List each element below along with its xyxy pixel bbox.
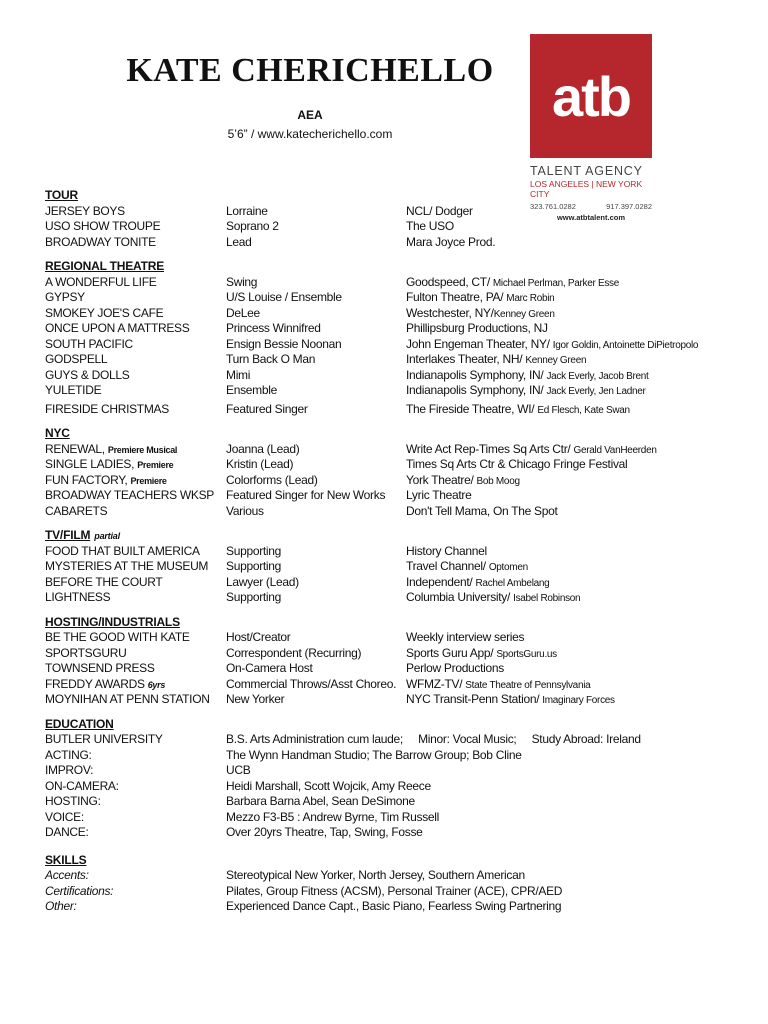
credit-venue-name: Westchester, NY/	[406, 305, 494, 320]
agency-phone-la: 323.761.0282	[530, 202, 576, 211]
skill-detail: Experienced Dance Capt., Basic Piano, Fearless Swing Partnering	[226, 899, 562, 913]
credit-venue: The USO	[406, 219, 454, 233]
credit-venue-name: Sports Guru App/	[406, 645, 494, 660]
credit-venue: History Channel	[406, 543, 487, 558]
credit-row	[45, 290, 745, 306]
credit-venue-name: Phillipsburg Productions, NJ	[406, 321, 548, 335]
section-title	[45, 528, 745, 544]
credit-venue	[406, 368, 649, 385]
credit-row	[45, 661, 745, 677]
education-label: VOICE:	[45, 809, 84, 824]
credit-title: MOYNIHAN AT PENN STATION	[45, 692, 210, 706]
skill-label: Other:	[45, 899, 77, 913]
credit-title: BEFORE THE COURT	[45, 574, 163, 589]
skill-label: Accents:	[45, 868, 89, 882]
education-detail: Mezzo F3-B5 : Andrew Byrne, Tim Russell	[226, 809, 440, 824]
credit-venue-name: NYC Transit-Penn Station/	[406, 692, 540, 706]
credit-row	[45, 383, 745, 399]
credit-role: Lawyer (Lead)	[226, 574, 299, 589]
skill-label: Certifications:	[45, 883, 114, 898]
education-row	[45, 763, 745, 779]
credit-title: GYPSY	[45, 290, 85, 304]
credit-title: MYSTERIES AT THE MUSEUM	[45, 559, 209, 573]
credit-director: SportsGuru.us	[496, 648, 557, 660]
credit-director: Ed Flesch, Kate Swan	[537, 404, 630, 416]
section-tv-film	[45, 528, 745, 606]
education-row	[45, 825, 745, 841]
education-detail: Heidi Marshall, Scott Wojcik, Amy Reece	[226, 778, 431, 793]
credit-row	[45, 337, 745, 353]
credit-role: Colorforms (Lead)	[226, 472, 318, 487]
agency-label: TALENT AGENCY	[530, 164, 643, 178]
credit-title: YULETIDE	[45, 383, 102, 397]
credit-director: Isabel Robinson	[513, 593, 581, 604]
credit-row	[45, 590, 745, 606]
credit-director: Kenney Green	[525, 355, 587, 366]
section-skills	[45, 853, 745, 915]
credit-title: GODSPELL	[45, 352, 108, 366]
credit-row	[45, 204, 745, 220]
credit-row	[45, 219, 745, 235]
section-title-text: TV/FILM	[45, 528, 91, 542]
credit-role: Supporting	[226, 590, 282, 604]
education-label: BUTLER UNIVERSITY	[45, 732, 163, 746]
section-title: EDUCATION	[45, 716, 114, 731]
credit-venue	[406, 306, 555, 323]
credit-row	[45, 677, 745, 693]
credit-venue-name: WFMZ-TV/	[406, 676, 463, 691]
education-row	[45, 779, 745, 795]
credit-role: Soprano 2	[226, 219, 279, 233]
skill-row	[45, 899, 745, 915]
credit-row	[45, 630, 745, 646]
credit-role: On-Camera Host	[226, 661, 313, 675]
education-label: DANCE:	[45, 825, 89, 839]
credit-role: Swing	[226, 274, 258, 289]
section-title: TOUR	[45, 188, 78, 202]
credit-row	[45, 692, 745, 708]
section-regional-theatre	[45, 259, 745, 417]
union-affiliation: AEA	[297, 108, 323, 122]
skill-row	[45, 868, 745, 884]
credit-title: SMOKEY JOE'S CAFE	[45, 305, 164, 320]
credit-venue-name: Travel Channel/	[406, 559, 486, 573]
credit-venue	[406, 677, 590, 694]
credit-title: BROADWAY TONITE	[45, 234, 156, 249]
credit-venue	[406, 646, 557, 663]
agency-cities: LOS ANGELES | NEW YORK CITY	[530, 179, 643, 199]
credit-role: Joanna (Lead)	[226, 441, 300, 456]
credit-venue-name: Interlakes Theater, NH/	[406, 352, 523, 366]
credit-role: Commercial Throws/Asst Choreo.	[226, 676, 397, 691]
skill-row	[45, 884, 745, 900]
credit-venue: NCL/ Dodger	[406, 203, 473, 218]
credit-director: Imaginary Forces	[542, 695, 615, 706]
credit-venue: Lyric Theatre	[406, 488, 472, 502]
credit-director: Igor Goldin, Antoinette DiPietropolo	[552, 339, 699, 351]
education-detail: Over 20yrs Theatre, Tap, Swing, Fosse	[226, 825, 423, 839]
credit-director: Jack Everly, Jen Ladner	[546, 386, 646, 397]
credit-title	[45, 677, 165, 694]
credit-row	[45, 575, 745, 591]
credit-role: Correspondent (Recurring)	[226, 645, 362, 660]
credit-venue	[406, 473, 520, 490]
credit-venue: Mara Joyce Prod.	[406, 234, 496, 249]
credit-role: Host/Creator	[226, 630, 291, 644]
credit-role: Mimi	[226, 367, 251, 382]
credit-director: Michael Perlman, Parker Esse	[492, 277, 619, 289]
education-detail: The Wynn Handman Studio; The Barrow Group; Bob Cline	[226, 747, 522, 762]
credit-venue	[406, 321, 548, 338]
credit-director: State Theatre of Pennsylvania	[465, 679, 591, 691]
credit-title: A WONDERFUL LIFE	[45, 274, 157, 289]
credit-venue-name: Goodspeed, CT/	[406, 274, 490, 289]
credit-director: Gerald VanHeerden	[573, 444, 657, 456]
section-education	[45, 717, 745, 841]
section-note: partial	[94, 531, 120, 541]
credit-row	[45, 473, 745, 489]
credit-title: CABARETS	[45, 503, 108, 518]
education-label: ACTING:	[45, 747, 92, 762]
credit-director: Rachel Ambelang	[475, 577, 550, 589]
agency-phone-ny: 917.397.0282	[606, 202, 652, 211]
credit-venue-name: John Engeman Theater, NY/	[406, 336, 550, 351]
credit-venue-name: Independent/	[406, 574, 473, 589]
section-tour	[45, 188, 745, 250]
education-detail: B.S. Arts Administration cum laude; Minor: Vocal Music; Study Abroad: Ireland	[226, 732, 641, 746]
credit-role: Supporting	[226, 543, 282, 558]
resume-body	[45, 188, 745, 924]
credit-show: SINGLE LADIES,	[45, 457, 135, 471]
credit-venue	[406, 383, 646, 400]
education-detail: UCB	[226, 763, 251, 777]
height-and-website: 5’6” / www.katecherichello.com	[227, 127, 393, 141]
credit-venue	[406, 575, 549, 592]
skill-detail: Stereotypical New Yorker, North Jersey, Southern American	[226, 868, 525, 882]
credit-role: Ensemble	[226, 383, 277, 397]
credit-venue	[406, 559, 528, 576]
credit-row	[45, 504, 745, 520]
education-row	[45, 732, 745, 748]
education-row	[45, 810, 745, 826]
credit-title: JERSEY BOYS	[45, 203, 125, 218]
credit-venue: Don't Tell Mama, On The Spot	[406, 503, 558, 518]
credit-show: FREDDY AWARDS	[45, 676, 145, 691]
credit-row	[45, 646, 745, 662]
credit-venue: Weekly interview series	[406, 630, 525, 644]
credit-title: BROADWAY TEACHERS WKSP	[45, 488, 214, 502]
credit-role: Featured Singer for New Works	[226, 488, 386, 502]
skill-detail: Pilates, Group Fitness (ACSM), Personal Trainer (ACE), CPR/AED	[226, 883, 563, 898]
section-title: HOSTING/INDUSTRIALS	[45, 614, 180, 629]
credit-row	[45, 559, 745, 575]
credit-venue	[406, 352, 586, 369]
credit-show: FUN FACTORY,	[45, 472, 128, 487]
credit-role: U/S Louise / Ensemble	[226, 290, 342, 304]
credit-venue	[406, 692, 615, 709]
credit-row	[45, 275, 745, 291]
credit-title: LIGHTNESS	[45, 590, 111, 604]
credit-title: GUYS & DOLLS	[45, 367, 130, 382]
credit-role: Lorraine	[226, 203, 268, 218]
credit-venue-name: Columbia University/	[406, 590, 511, 604]
education-row	[45, 794, 745, 810]
credit-director: Bob Moog	[476, 475, 520, 487]
credit-title: SOUTH PACIFIC	[45, 336, 133, 351]
credit-role: Featured Singer	[226, 401, 308, 416]
credit-venue	[406, 402, 630, 419]
credit-note: 6yrs	[147, 679, 166, 690]
credit-note: Premiere Musical	[107, 444, 178, 455]
credit-venue	[406, 590, 580, 607]
credit-title: FOOD THAT BUILT AMERICA	[45, 543, 200, 558]
education-label: ON-CAMERA:	[45, 778, 119, 793]
credit-venue-name: Write Act Rep-Times Sq Arts Ctr/	[406, 441, 571, 456]
education-label: HOSTING:	[45, 794, 101, 808]
credit-venue	[406, 337, 698, 354]
credit-venue	[406, 275, 619, 292]
section-title: REGIONAL THEATRE	[45, 259, 165, 273]
credit-row	[45, 442, 745, 458]
section-title: NYC	[45, 426, 70, 440]
credit-title: ONCE UPON A MATTRESS	[45, 321, 190, 335]
credit-venue	[406, 442, 657, 459]
credit-venue: Perlow Productions	[406, 661, 504, 675]
credit-row	[45, 321, 745, 337]
credit-role: Turn Back O Man	[226, 352, 316, 366]
credit-show: RENEWAL,	[45, 441, 105, 456]
section-nyc	[45, 426, 745, 519]
credit-role: Supporting	[226, 559, 282, 573]
credit-director: Kenney Green	[493, 308, 555, 320]
credit-role: Various	[226, 503, 264, 518]
credit-title	[45, 442, 177, 459]
credit-director: Jack Everly, Jacob Brent	[546, 370, 649, 382]
credit-row	[45, 402, 745, 418]
credit-title: SPORTSGURU	[45, 645, 127, 660]
credit-venue-name: Indianapolis Symphony, IN/	[406, 367, 544, 382]
credit-note: Premiere	[130, 475, 167, 486]
credit-row	[45, 306, 745, 322]
credit-row	[45, 544, 745, 560]
credit-venue: Times Sq Arts Ctr & Chicago Fringe Festival	[406, 457, 628, 471]
section-title: SKILLS	[45, 852, 87, 867]
credit-venue-name: The Fireside Theatre, WI/	[406, 401, 535, 416]
section-hosting-industrials	[45, 615, 745, 708]
credit-venue-name: York Theatre/	[406, 472, 474, 487]
credit-role: Ensign Bessie Noonan	[226, 336, 342, 351]
credit-role: Lead	[226, 234, 252, 249]
credit-row	[45, 368, 745, 384]
education-label: IMPROV:	[45, 763, 94, 777]
education-row	[45, 748, 745, 764]
credit-title: BE THE GOOD WITH KATE	[45, 630, 190, 644]
credit-title	[45, 473, 167, 490]
credit-title: TOWNSEND PRESS	[45, 661, 155, 675]
credit-role: DeLee	[226, 305, 260, 320]
credit-note: Premiere	[137, 460, 174, 470]
agency-url: www.atbtalent.com	[556, 213, 626, 222]
credit-venue-name: Indianapolis Symphony, IN/	[406, 383, 544, 397]
credit-title: USO SHOW TROUPE	[45, 219, 161, 233]
performer-name: KATE CHERICHELLO	[126, 52, 494, 89]
credit-role: Princess Winnifred	[226, 321, 321, 335]
credit-role: New Yorker	[226, 692, 285, 706]
credit-row	[45, 457, 745, 473]
credit-row	[45, 352, 745, 368]
credit-director: Optomen	[488, 562, 528, 573]
agency-logo-mark: atb	[530, 34, 652, 158]
education-detail: Barbara Barna Abel, Sean DeSimone	[226, 794, 415, 808]
credit-row	[45, 235, 745, 251]
credit-row	[45, 488, 745, 504]
credit-venue-name: Fulton Theatre, PA/	[406, 290, 504, 304]
credit-title	[45, 457, 173, 474]
credit-role: Kristin (Lead)	[226, 457, 294, 471]
credit-director: Marc Robin	[506, 293, 555, 304]
credit-venue	[406, 290, 554, 307]
credit-title: FIRESIDE CHRISTMAS	[45, 401, 169, 416]
